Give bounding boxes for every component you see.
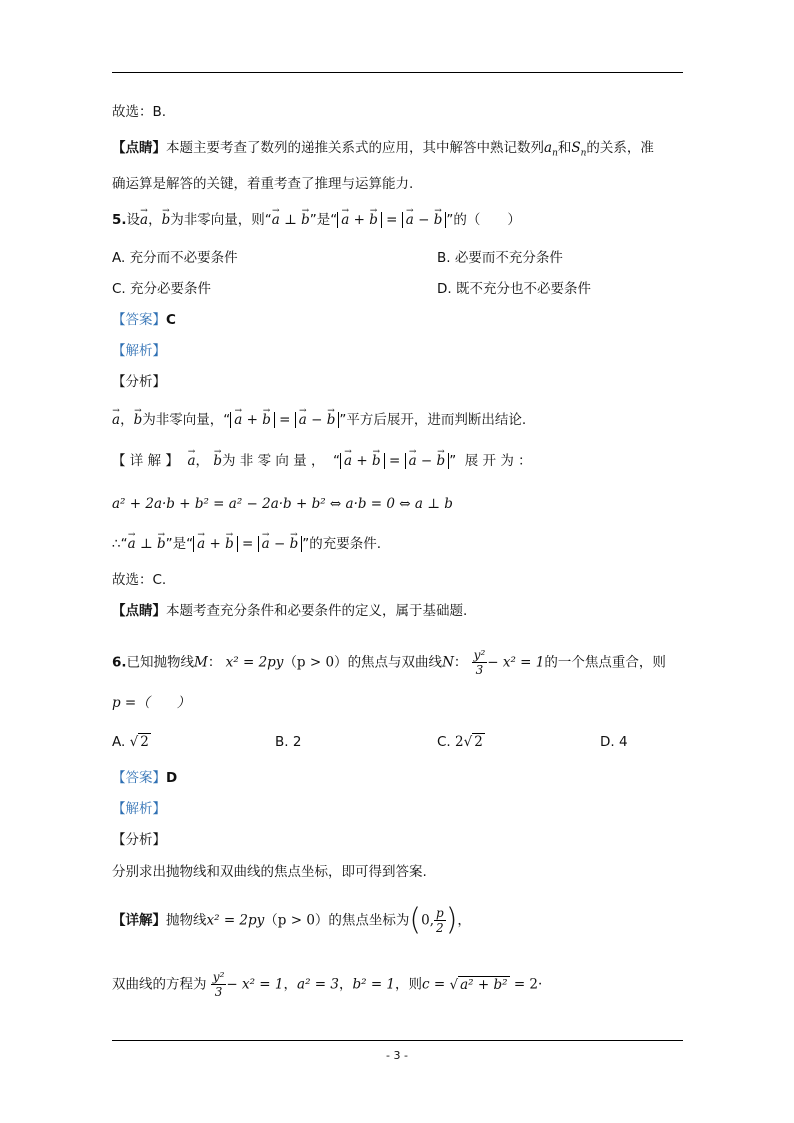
q6-option-d[interactable]: D. 4: [600, 734, 628, 750]
q5-comment: 【点睛】本题考查充分条件和必要条件的定义，属于基础题.: [112, 603, 468, 619]
q4-choice: 故选：B.: [112, 104, 167, 120]
q5-option-d[interactable]: D. 既不充分也不必要条件: [437, 281, 591, 297]
q4-comment-line2: 确运算是解答的关键，着重考查了推理与运算能力.: [112, 176, 414, 192]
q6-hyperbola-line: 双曲线的方程为 $\frac{\text{y²}}{3}$ − x² = 1，a² = 3，b² = 1，则c = √ a² + b² = 2·: [112, 970, 543, 999]
q5-detail: 【 详 解 】 → a， → b为 非 零 向 量 ， “→ a + → b = → a − → b ” 展 开 为 ：: [112, 451, 683, 471]
q5-expansion: a² + 2a·b + b² = a² − 2a·b + b² ⇔ a·b = 0 ⇔ a ⊥ b: [112, 496, 453, 512]
symbol-an: $a_n$: [544, 140, 558, 159]
q5-option-a[interactable]: A. 充分而不必要条件: [112, 250, 238, 266]
header-rule: [112, 72, 683, 73]
q5-fenxi: → a，→ b为非零向量，“→ a + → b = → a − → b ”平方后展开，进而判断出结论.: [112, 410, 526, 430]
q6-answer: 【答案】D: [112, 770, 178, 786]
comment-tag: 【点睛】: [112, 140, 166, 156]
q6-fenxi: 分别求出抛物线和双曲线的焦点坐标，即可得到答案.: [112, 864, 427, 880]
q5-stem: 5.设→ a，→ b为非零向量，则“→ a ⊥ → b”是“→ a + → b = → a − → b ”的（ ）: [112, 210, 521, 230]
footer-rule: [112, 1040, 683, 1041]
q5-answer: 【答案】C: [112, 312, 176, 328]
q5-choice: 故选：C.: [112, 572, 167, 588]
q6-fenxi-tag: 【分析】: [112, 832, 166, 848]
q6-option-a[interactable]: A. √ 2: [112, 734, 149, 750]
hyperbola-fraction: $\frac{\text{y²}}{3}$: [473, 648, 486, 677]
q6-stem-line2: p =（ ）: [112, 695, 191, 711]
q5-option-c[interactable]: C. 充分必要条件: [112, 281, 212, 297]
q6-jiexi-tag: 【解析】: [112, 801, 166, 817]
q4-comment: 【点睛】本题主要考查了数列的递推关系式的应用，其中解答中熟记数列$a_n$和$S_n$的关系，准: [112, 140, 654, 159]
q5-therefore: ∴“→ a ⊥ → b”是“→ a + → b = → a − → b ”的充要条件.: [112, 534, 381, 554]
symbol-sn: $S_n$: [571, 140, 587, 159]
q5-jiexi-tag: 【解析】: [112, 343, 166, 359]
q6-detail: 【详解】抛物线x² = 2py（p > 0）的焦点坐标为(0, $\frac{p}{2}$ )，: [112, 902, 471, 938]
q6-stem: 6.已知抛物线M： x² = 2py（p > 0）的焦点与双曲线N： $\frac{\text{y²}}{3}$ − x² = 1的一个焦点重合，则: [112, 648, 666, 677]
q6-option-c[interactable]: C. 2√ 2: [437, 734, 483, 750]
q6-option-b[interactable]: B. 2: [275, 734, 302, 750]
q5-option-b[interactable]: B. 必要而不充分条件: [437, 250, 563, 266]
q5-fenxi-tag: 【分析】: [112, 374, 166, 390]
page-number: - 3 -: [386, 1049, 408, 1062]
